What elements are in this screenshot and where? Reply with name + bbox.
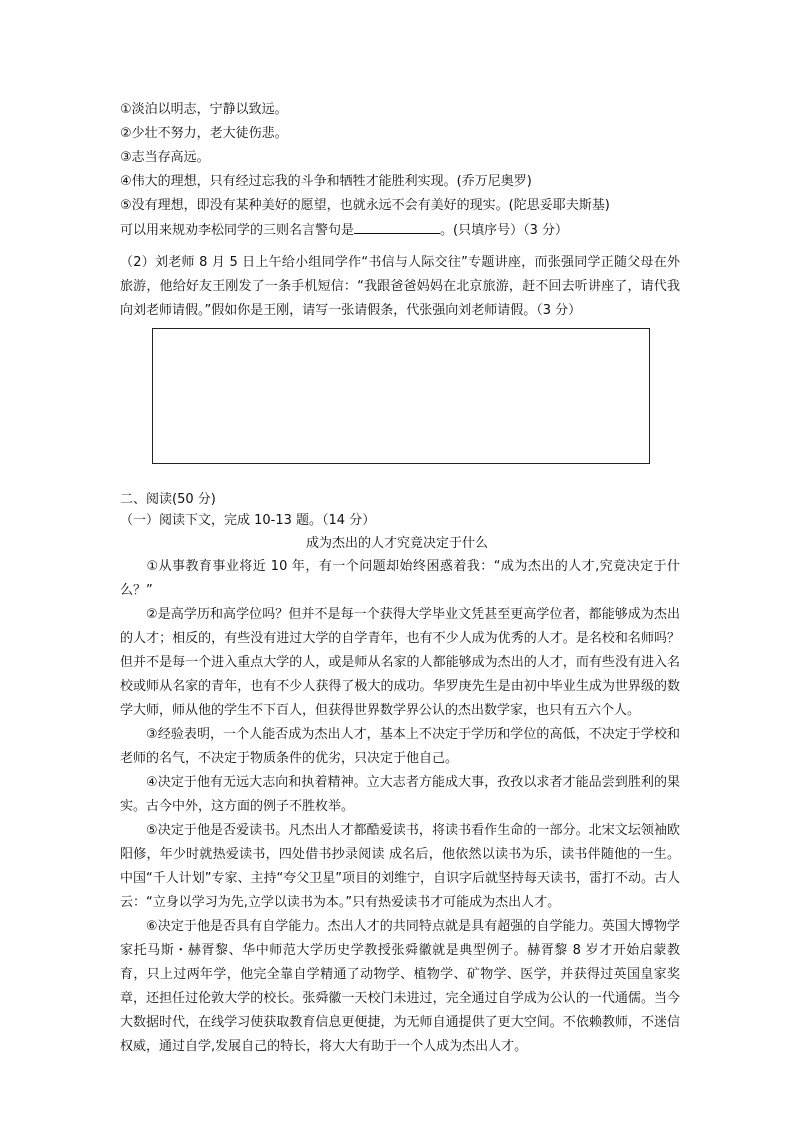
article-paragraph-5 [120, 819, 680, 915]
paragraph-text: ③经验表明，一个人能否成为杰出人才，基本上不决定于学历和学位的高低，不决定于学校和老师的名气，不决定于物质条件的优劣，只决定于他自己。 [120, 727, 680, 766]
question-1-suffix: 。(只填序号）（3 分） [440, 223, 568, 238]
section-heading: 二、阅读(50 分) [120, 492, 216, 507]
article-paragraph-3 [120, 723, 680, 771]
article-paragraph-1 [120, 555, 680, 603]
quote-item: ①淡泊以明志，宁静以致远。 [120, 102, 288, 117]
question-1 [120, 221, 568, 240]
paragraph-text: ②是高学历和高学位吗？但并不是每一个获得大学毕业文凭甚至更高学位者，都能够成为杰出的人才；相反的，有些没有进过大学的自学青年，也有不少人成为优秀的人才。是名校和名师吗？但并不是每一个进入重点大学的人，或是师从名家的人都能够成为杰出的人才，而有些没有进入名校或师从名家的青年，也有不少人获得了极大的成功。华罗庚先生是由初中毕业生成为世界级的数学大师，师从他的学生不下百人，但获得世界数学界公认的杰出数学家，也只有五六个人。 [120, 607, 680, 718]
paragraph-text: ⑤决定于他是否爱读书。凡杰出人才都酷爱读书，将读书看作生命的一部分。北宋文坛领袖欧阳修，年少时就热爱读书，四处借书抄录阅读 成名后，他依然以读书为乐，读书伴随他的一生。中国“千人计划”专家、主持“夸父卫星”项目的刘维宁，自识字后就坚持每天读书，雷打不动。古人云：“立身以学习为先,立学以读书为本。”只有热爱读书才可能成为杰出人才。 [120, 823, 680, 910]
quote-item: ③志当存高远。 [120, 150, 210, 165]
paragraph-text: ④决定于他有无远大志向和执着精神。立大志者方能成大事，孜孜以求者才能品尝到胜利的果实。古今中外，这方面的例子不胜枚举。 [120, 775, 680, 814]
question-2: （2）刘老师 8 月 5 日上午给小组同学作“书信与人际交往”专题讲座，而张强同学正随父母在外旅游，他给好友王刚发了一条手机短信：“我跟爸爸妈妈在北京旅游，赶不回去听讲座了，请代我向刘老师请假。”假如你是王刚，请写一张请假条，代张强向刘老师请假。（3 分） [120, 255, 680, 318]
article-paragraph-2 [120, 603, 680, 723]
sub-heading: （一）阅读下文，完成 10-13 题。（14 分） [120, 513, 376, 528]
question-1-prefix: 可以用来规劝李松同学的三则名言警句是 [120, 223, 355, 238]
paragraph-text: ①从事教育事业将近 10 年，有一个问题却始终困惑着我：“成为杰出的人才,究竟决定于什么？” [120, 559, 680, 598]
quote-item: ④伟大的理想，只有经过忘我的斗争和牺牲才能胜利实现。(乔万尼奥罗) [120, 174, 532, 189]
answer-box[interactable] [152, 328, 650, 464]
article-title: 成为杰出的人才究竟决定于什么 [305, 536, 488, 551]
paragraph-text: ⑥决定于他是否具有自学能力。杰出人才的共同特点就是具有超强的自学能力。英国大博物学家托马斯・赫胥黎、华中师范大学历史学教授张舜徽就是典型例子。赫胥黎 8 岁才开始启蒙教育，只上过两年学，他完全靠自学精通了动物学、植物学、矿物学、医学，并获得过英国皇家奖章，还担任过伦敦大学的校长。张舜徽一天校门未进过，完全通过自学成为公认的一代通儒。当今大数据时代，在线学习使获取教育信息更便捷，为无师自通提供了更大空间。不依赖教师，不迷信权威，通过自学,发展自己的特长，将大大有助于一个人成为杰出人才。 [120, 919, 680, 1054]
quote-item: ②少壮不努力，老大徒伤悲。 [120, 126, 288, 141]
answer-blank[interactable] [354, 221, 440, 234]
article-paragraph-4 [120, 771, 680, 819]
article-paragraph-6 [120, 915, 680, 1059]
quote-item: ⑤没有理想，即没有某种美好的愿望，也就永远不会有美好的现实。(陀思妥耶夫斯基) [120, 198, 610, 213]
